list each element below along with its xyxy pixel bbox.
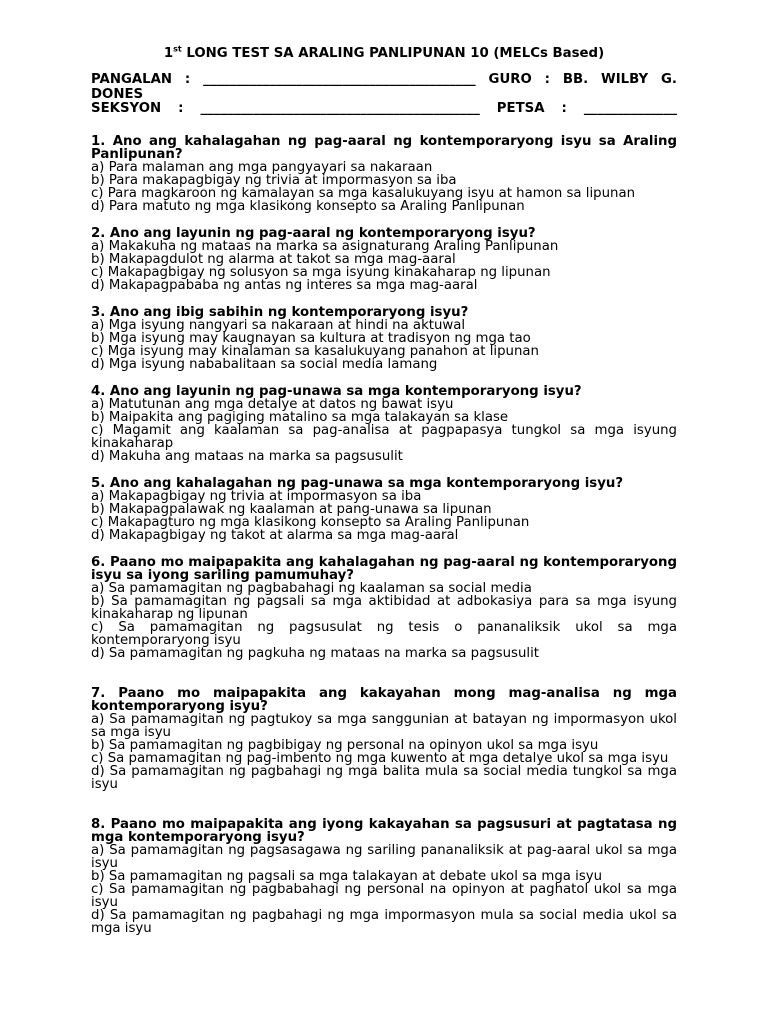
question-text: 3. Ano ang ibig sabihin ng kontemporaryong isyu? <box>91 304 469 320</box>
question-text: 7. Paano mo maipapakita ang kakayahan mong mag-analisa ng mga kontemporaryong isyu? <box>91 685 677 714</box>
title-superscript: st <box>173 44 182 54</box>
answer-option-a: a) Sa pamamagitan ng pagbabahagi ng kaalaman sa social media <box>91 580 532 596</box>
answer-option-b: b) Para makapagbigay ng trivia at impormasyon sa iba <box>91 172 457 188</box>
page-title <box>91 45 677 63</box>
answer-option-d: d) Sa pamamagitan ng pagbahagi ng mga impormasyon mula sa social media ukol sa mga isyu <box>91 907 677 936</box>
question-text: 8. Paano mo maipapakita ang iyong kakayahan sa pagsusuri at pagtatasa ng mga kontemporaryong isyu? <box>91 816 677 845</box>
answer-option-b: b) Makapagdulot ng alarma at takot sa mga mag-aaral <box>91 251 456 267</box>
question-text: 1. Ano ang kahalagahan ng pag-aaral ng kontemporaryong isyu sa Araling Panlipunan? <box>91 133 677 162</box>
answer-option-a: a) Makapagbigay ng trivia at impormasyon sa iba <box>91 488 422 504</box>
answer-option-d: d) Mga isyung nababalitaan sa social media lamang <box>91 356 438 372</box>
answer-option-c: c) Makapagturo ng mga klasikong konsepto sa Araling Panlipunan <box>91 514 530 530</box>
answer-option-b: b) Sa pamamagitan ng pagbibigay ng personal na opinyon ukol sa mga isyu <box>91 737 599 753</box>
answer-option-b: b) Sa pamamagitan ng pagsali sa mga aktibidad at adbokasiya para sa mga isyung kinakaharap ng lipunan <box>91 593 677 622</box>
title-text: LONG TEST SA ARALING PANLIPUNAN 10 (MELCs Based) <box>181 46 605 61</box>
answer-option-a: a) Mga isyung nangyari sa nakaraan at hindi na aktuwal <box>91 317 466 333</box>
answer-option-c: c) Makapagbigay ng solusyon sa mga isyung kinakaharap ng lipunan <box>91 264 551 280</box>
title-number: 1 <box>163 46 174 61</box>
answer-option-a: a) Para malaman ang mga pangyayari sa nakaraan <box>91 159 433 175</box>
answer-option-b: b) Maipakita ang pagiging matalino sa mga talakayan sa klase <box>91 409 509 425</box>
question-1 <box>91 135 677 213</box>
question-6 <box>91 556 677 660</box>
question-text: 4. Ano ang layunin ng pag-unawa sa mga kontemporaryong isyu? <box>91 383 582 399</box>
student-info-header <box>91 73 677 117</box>
answer-option-d: d) Makuha ang mataas na marka sa pagsusulit <box>91 448 403 464</box>
answer-option-d: d) Para matuto ng mga klasikong konsepto sa Araling Panlipunan <box>91 198 525 214</box>
answer-option-d: d) Sa pamamagitan ng pagbahagi ng mga balita mula sa social media tungkol sa mga isyu <box>91 763 677 792</box>
question-4 <box>91 385 677 463</box>
answer-option-a: a) Sa pamamagitan ng pagsasagawa ng sariling pananaliksik at pag-aaral ukol sa mga isyu <box>91 842 677 871</box>
name-teacher-line: PANGALAN : _________________________________________ GURO : BB. WILBY G. <box>91 72 677 87</box>
question-text: 2. Ano ang layunin ng pag-aaral ng kontemporaryong isyu? <box>91 225 536 241</box>
question-7 <box>91 687 677 791</box>
answer-option-b: b) Sa pamamagitan ng pagsali sa mga talakayan at debate ukol sa mga isyu <box>91 868 603 884</box>
question-text: 6. Paano mo maipapakita ang kahalagahan ng pag-aaral ng kontemporaryong isyu sa iyong sariling pamumuhay? <box>91 554 677 583</box>
question-2 <box>91 227 677 292</box>
question-text: 5. Ano ang kahalagahan ng pag-unawa sa mga kontemporaryong isyu? <box>91 475 624 491</box>
answer-option-a: a) Matutunan ang mga detalye at datos ng bawat isyu <box>91 396 454 412</box>
answer-option-b: b) Mga isyung may kaugnayan sa kultura at tradisyon ng mga tao <box>91 330 531 346</box>
answer-option-d: d) Makapagpababa ng antas ng interes sa mga mag-aaral <box>91 277 478 293</box>
question-list <box>91 135 677 935</box>
answer-option-c: c) Mga isyung may kinalaman sa kasalukuyang panahon at lipunan <box>91 343 539 359</box>
question-3 <box>91 306 677 371</box>
answer-option-d: d) Sa pamamagitan ng pagkuha ng mataas na marka sa pagsusulit <box>91 645 539 661</box>
teacher-name-continued: DONES <box>91 86 144 102</box>
question-8 <box>91 818 677 935</box>
answer-option-c: c) Sa pamamagitan ng pagbabahagi ng personal na opinyon at paghatol ukol sa mga isyu <box>91 881 677 910</box>
answer-option-d: d) Makapagbigay ng takot at alarma sa mga mag-aaral <box>91 527 459 543</box>
answer-option-a: a) Makakuha ng mataas na marka sa asignaturang Araling Panlipunan <box>91 238 559 254</box>
answer-option-c: c) Sa pamamagitan ng pagsusulat ng tesis o pananaliksik ukol sa mga kontemporaryong isyu <box>91 619 677 648</box>
answer-option-c: c) Sa pamamagitan ng pag-imbento ng mga kuwento at mga detalye ukol sa mga isyu <box>91 750 669 766</box>
question-5 <box>91 477 677 542</box>
section-date-line: SEKSYON : __________________________________________ PETSA : ______________ <box>91 101 677 116</box>
answer-option-c: c) Para magkaroon ng kamalayan sa mga kasalukuyang isyu at hamon sa lipunan <box>91 185 636 201</box>
answer-option-a: a) Sa pamamagitan ng pagtukoy sa mga sanggunian at batayan ng impormasyon ukol sa mga isyu <box>91 711 677 740</box>
answer-option-c: c) Magamit ang kaalaman sa pag-analisa at pagpapasya tungkol sa mga isyung kinakaharap <box>91 422 677 451</box>
answer-option-b: b) Makapagpalawak ng kaalaman at pang-unawa sa lipunan <box>91 501 492 517</box>
